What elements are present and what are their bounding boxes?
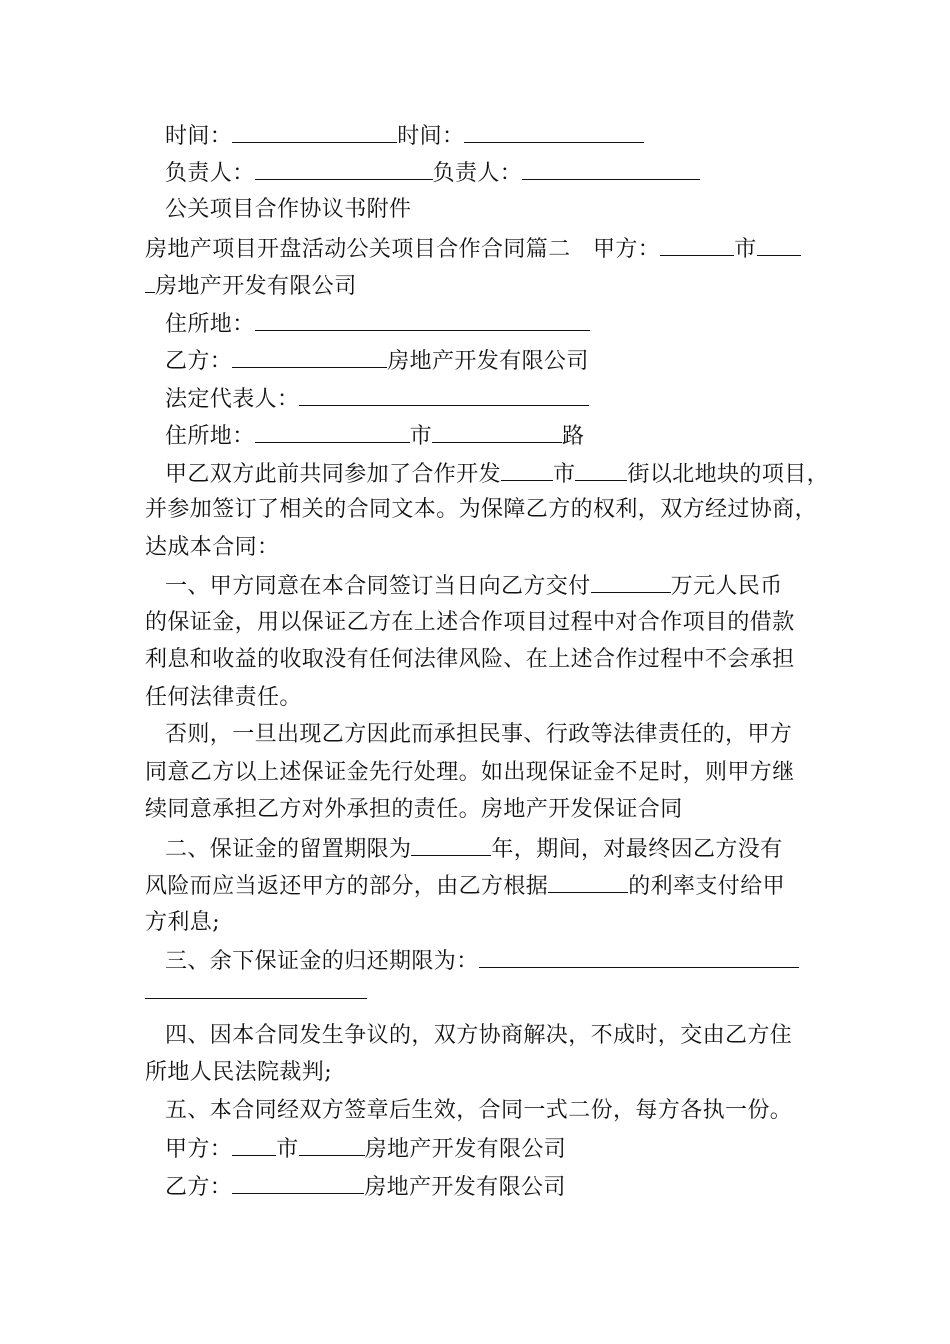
- clause-1-text-d: 任何法律责任。: [145, 685, 302, 710]
- line-clause-5: [165, 1098, 792, 1124]
- blank-party-b: [232, 347, 387, 368]
- label-party-b: 乙方：: [165, 349, 233, 374]
- blank-address-city: [255, 422, 410, 443]
- line-responsible: [165, 159, 700, 187]
- party-b-company: 房地产开发有限公司: [387, 349, 589, 374]
- blank-deposit-amount: [591, 572, 671, 593]
- blank-interest-rate: [548, 872, 628, 893]
- label-city-c: 市: [553, 462, 576, 487]
- line-sign-party-a: [165, 1135, 566, 1163]
- otherwise-text-b: 同意乙方以上述保证金先行处理。如出现保证金不足时，则甲方继: [145, 760, 795, 785]
- blank-return-period: [479, 947, 799, 968]
- label-legal-rep: 法定代表人：: [165, 387, 300, 412]
- clause-1-text-c: 利息和收益的收取没有任何法律风险、在上述合作过程中不会承担: [145, 647, 795, 672]
- line-clause-1: [165, 572, 783, 600]
- preamble-text: 甲乙双方此前共同参加了合作开发: [165, 462, 502, 487]
- label-city-d: 市: [276, 1137, 299, 1162]
- blank-address-road: [432, 422, 562, 443]
- blank-party-a-name-start: [757, 235, 801, 256]
- line-party-b-address: [165, 422, 584, 450]
- blank-project-street: [575, 460, 627, 481]
- preamble-text-3: 达成本合同：: [145, 535, 280, 560]
- attachment-title: 公关项目合作协议书附件: [165, 197, 412, 222]
- clause-1-text: 一、甲方同意在本合同签订当日向乙方交付: [165, 574, 591, 599]
- preamble-text-2: 并参加签订了相关的合同文本。为保障乙方的权利，双方经过协商，: [145, 497, 818, 522]
- label-address-b: 住所地：: [165, 424, 255, 449]
- line-party-b: [165, 347, 589, 375]
- blank-time-1: [232, 122, 397, 143]
- blank-party-a-city: [660, 235, 734, 256]
- line-clause-1c: [145, 647, 795, 673]
- line-preamble-3: [145, 535, 279, 561]
- blank-sign-city: [232, 1135, 276, 1156]
- sign-party-a-company: 房地产开发有限公司: [364, 1137, 567, 1162]
- otherwise-text: 否则，一旦出现乙方因此而承担民事、行政等法律责任的，甲方: [165, 722, 793, 747]
- line-clause-2c: [145, 910, 220, 936]
- line-sign-party-b: [165, 1173, 566, 1201]
- blank-sign-party-b: [232, 1173, 364, 1194]
- label-address: 住所地：: [165, 312, 255, 337]
- label-responsible-1: 负责人：: [165, 161, 255, 186]
- line-clause-4b: [145, 1060, 332, 1086]
- blank-time-2: [464, 122, 644, 143]
- clause-1-text-b: 的保证金，用以保证乙方在上述合作项目过程中对合作项目的借款: [145, 610, 795, 635]
- clause-2-text: 二、保证金的留置期限为: [165, 837, 412, 862]
- line-legal-rep: [165, 385, 589, 413]
- sign-party-b-company: 房地产开发有限公司: [364, 1175, 566, 1200]
- clause-4-text: 四、因本合同发生争议的，双方协商解决，不成时，交由乙方住: [165, 1023, 793, 1048]
- clause-1-unit: 万元人民币: [670, 574, 783, 599]
- blank-responsible-2: [522, 159, 700, 180]
- label-road: 路: [562, 424, 585, 449]
- blank-sign-name: [299, 1135, 365, 1156]
- line-otherwise-3: [145, 797, 683, 823]
- label-sign-party-b: 乙方：: [165, 1175, 233, 1200]
- line-clause-2: [165, 835, 783, 863]
- preamble-text-end: 街以北地块的项目，: [627, 462, 830, 487]
- line-otherwise-1: [165, 722, 792, 748]
- label-time-2: 时间：: [397, 124, 465, 149]
- line-contract-title: [145, 235, 801, 263]
- label-city: 市: [734, 237, 757, 262]
- blank-party-a-name-end: [145, 272, 155, 293]
- line-otherwise-2: [145, 760, 795, 786]
- clause-2-text-b: 风险而应当返还甲方的部分，由乙方根据: [145, 874, 549, 899]
- clause-2-text-b-end: 的利率支付给甲: [628, 874, 786, 899]
- line-preamble-2: [145, 497, 817, 523]
- blank-responsible-1: [255, 159, 433, 180]
- line-party-a-address: [165, 310, 590, 338]
- blank-party-a-address: [255, 310, 590, 331]
- blank-retention-years: [411, 835, 491, 856]
- label-sign-party-a: 甲方：: [165, 1137, 233, 1162]
- clause-3-text: 三、余下保证金的归还期限为：: [165, 949, 479, 974]
- blank-return-period-cont: [145, 978, 367, 999]
- line-clause-3b: [145, 978, 367, 1006]
- label-responsible-2: 负责人：: [432, 161, 523, 186]
- contract-title: 房地产项目开盘活动公关项目合作合同篇二 甲方：: [145, 237, 661, 262]
- clause-2-text-end: 年，期间，对最终因乙方没有: [491, 837, 783, 862]
- blank-legal-rep: [299, 385, 589, 406]
- clause-4-text-b: 所地人民法院裁判;: [145, 1060, 333, 1085]
- blank-project-city: [501, 460, 553, 481]
- line-clause-2b: [145, 872, 785, 900]
- line-time: [165, 122, 644, 150]
- label-time-1: 时间：: [165, 124, 233, 149]
- line-clause-1d: [145, 685, 302, 711]
- line-clause-1b: [145, 610, 795, 636]
- line-attachment-title: [165, 197, 411, 223]
- line-clause-3: [165, 947, 799, 975]
- party-a-company: 房地产开发有限公司: [155, 274, 357, 299]
- line-clause-4: [165, 1023, 792, 1049]
- label-city-b: 市: [409, 424, 433, 449]
- clause-5-text: 五、本合同经双方签章后生效，合同一式二份，每方各执一份。: [165, 1098, 793, 1123]
- clause-2-text-c: 方利息;: [145, 910, 221, 935]
- otherwise-text-c: 续同意承担乙方对外承担的责任。房地产开发保证合同: [145, 797, 683, 822]
- line-preamble-1: [165, 460, 829, 488]
- line-party-a-company: [145, 272, 357, 300]
